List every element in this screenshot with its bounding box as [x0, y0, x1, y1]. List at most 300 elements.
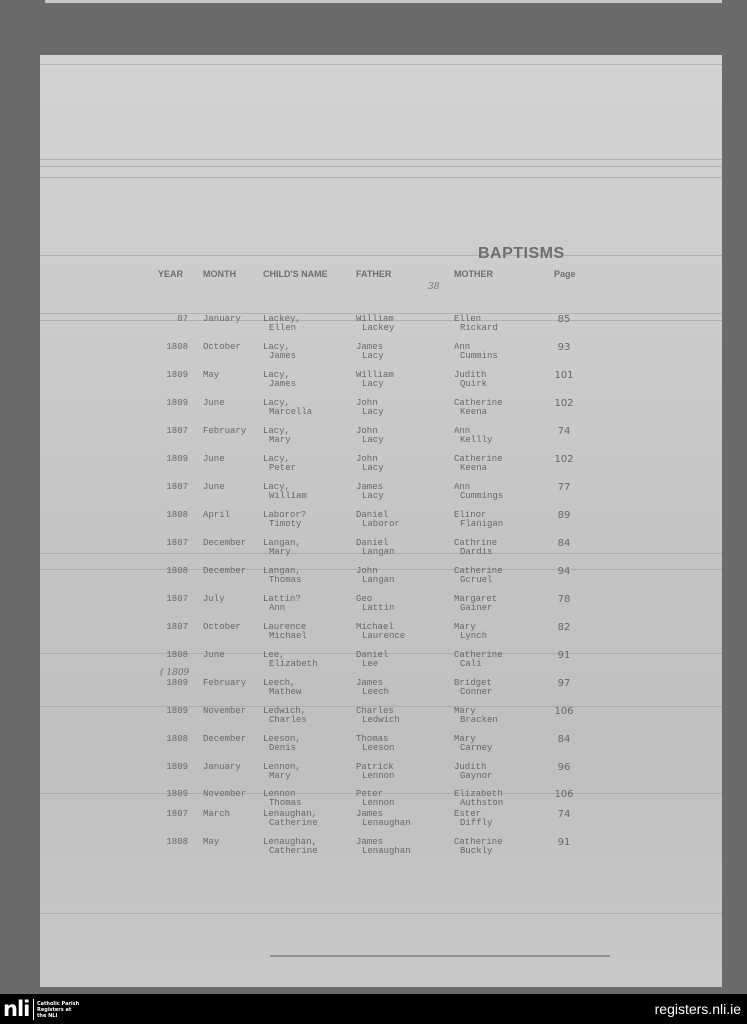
entry-page [552, 595, 576, 604]
entry-child-name-line: Mary [269, 547, 291, 557]
entry-month-line: November [203, 789, 247, 799]
table-row [40, 511, 722, 535]
entry-child-name-line: Mathew [269, 687, 302, 697]
entry-father-line: Thomas [356, 734, 389, 744]
table-row [40, 735, 722, 759]
entry-father-line: Lackey [362, 323, 395, 333]
entry-father-line: Langan [362, 575, 395, 585]
entry-page [552, 679, 576, 688]
entry-mother [454, 810, 492, 828]
entry-mother-line: Mary [454, 706, 476, 716]
entry-month [203, 427, 246, 436]
entry-month-line: February [203, 678, 247, 688]
entry-year [158, 399, 188, 408]
entry-mother [454, 399, 503, 417]
entry-child-name-line: Lenaughan, [263, 837, 318, 847]
entry-child-name-line: William [269, 491, 307, 501]
footer-url-link[interactable]: registers.nli.ie [654, 1001, 741, 1017]
entry-father [356, 455, 384, 473]
entry-mother-line: Diffly [460, 818, 493, 828]
entry-year-line: 1807 [166, 426, 188, 436]
entry-father-line: Leech [362, 687, 390, 697]
entry-year-line: 1807 [166, 482, 188, 492]
entry-page-line: 102 [554, 454, 574, 465]
entry-year-line: 1807 [166, 538, 188, 548]
entry-year [158, 539, 188, 548]
entry-mother [454, 735, 492, 753]
column-child-name: CHILD'S NAME [263, 269, 328, 279]
entry-page-line: 89 [557, 510, 571, 521]
entry-mother [454, 315, 498, 333]
entry-year [158, 427, 188, 436]
entry-child-name [263, 623, 307, 641]
entry-page [552, 567, 576, 576]
entry-mother-line: Ann [454, 426, 471, 436]
entry-child-name-line: Ledwich, [263, 706, 307, 716]
entry-mother-line: Gcruel [460, 575, 493, 585]
entry-month [203, 315, 241, 324]
entry-father [356, 315, 394, 333]
entry-mother-line: Ann [454, 482, 471, 492]
entry-mother-line: Quirk [460, 379, 488, 389]
entry-mother [454, 567, 503, 585]
register-heading: BAPTISMS [478, 245, 565, 262]
entry-year [158, 567, 188, 576]
entry-page [552, 483, 576, 492]
entry-year-line: 1809 [166, 789, 188, 799]
entry-mother-line: Carney [460, 743, 493, 753]
entry-father [356, 399, 384, 417]
entry-mother-line: Kellly [460, 435, 493, 445]
table-row [40, 838, 722, 862]
table-row [40, 810, 722, 834]
entry-page-line: 94 [557, 566, 571, 577]
entry-father [356, 371, 394, 389]
table-row [40, 707, 722, 731]
entry-child-name-line: Laboror? [263, 510, 307, 520]
entry-father-line: Lenaughan [362, 846, 411, 856]
column-mother: MOTHER [454, 269, 493, 279]
entry-mother-line: Elinor [454, 510, 487, 520]
column-month: MONTH [203, 269, 236, 279]
entry-month [203, 790, 246, 799]
entry-year-line: 1809 [166, 370, 188, 380]
entry-page-line: 91 [557, 837, 571, 848]
entry-father-line: John [356, 566, 378, 576]
entry-mother [454, 539, 497, 557]
entry-page-line: 106 [554, 706, 574, 717]
entry-child-name [263, 343, 296, 361]
entry-child-name-line: Leeson, [263, 734, 301, 744]
entry-mother [454, 623, 487, 641]
entry-year [158, 595, 188, 604]
entry-month-line: June [203, 398, 225, 408]
entry-mother [454, 595, 497, 613]
entry-page [552, 315, 576, 324]
entry-year [158, 623, 188, 632]
entry-mother [454, 371, 487, 389]
entry-month-line: November [203, 706, 247, 716]
entry-father [356, 567, 394, 585]
entry-mother [454, 511, 503, 529]
entry-month-line: December [203, 734, 247, 744]
entry-year-line: 1808 [166, 650, 188, 660]
entry-year [158, 790, 188, 799]
entry-father-line: Leeson [362, 743, 395, 753]
entry-child-name-line: Lacy, [263, 370, 291, 380]
entry-month [203, 343, 241, 352]
table-row [40, 567, 722, 591]
entry-child-name-line: Laurence [263, 622, 307, 632]
entry-mother [454, 679, 492, 697]
entry-mother-line: Dardis [460, 547, 493, 557]
entry-year [158, 707, 188, 716]
entry-year-line: 1809 [166, 398, 188, 408]
entry-father-line: James [356, 342, 384, 352]
entry-year [158, 511, 188, 520]
entry-mother-line: Elizabeth [454, 789, 503, 799]
entry-year-line: 1809 [166, 706, 188, 716]
entry-mother-line: Keena [460, 463, 488, 473]
table-row [40, 763, 722, 787]
entry-page-line: 74 [557, 809, 571, 820]
table-row [40, 623, 722, 647]
entry-page-line: 84 [557, 734, 571, 745]
entry-child-name-line: Lackey, [263, 314, 301, 324]
entry-child-name [263, 511, 306, 529]
entry-month-line: January [203, 762, 241, 772]
entry-month [203, 483, 225, 492]
entry-child-name [263, 790, 301, 808]
entry-father-line: Daniel [356, 538, 389, 548]
entry-mother-line: Catherine [454, 398, 503, 408]
entry-child-name [263, 651, 318, 669]
table-row [40, 595, 722, 619]
entry-father-line: James [356, 678, 384, 688]
entry-child-name-line: James [269, 379, 297, 389]
entry-mother-line: Cummings [460, 491, 504, 501]
nli-logo: nli [3, 997, 30, 1021]
entry-child-name [263, 763, 301, 781]
entry-mother-line: Cali [460, 659, 482, 669]
table-row [40, 427, 722, 451]
entry-year-line: 1808 [166, 837, 188, 847]
entry-father [356, 838, 411, 856]
entry-mother-line: Ellen [454, 314, 482, 324]
entry-mother-line: Ester [454, 809, 482, 819]
entry-child-name-line: Langan, [263, 566, 301, 576]
entry-father-line: Peter [356, 789, 384, 799]
entry-father [356, 343, 384, 361]
entry-year [158, 810, 188, 819]
entry-year [158, 315, 188, 324]
entry-page-line: 77 [557, 482, 571, 493]
entry-mother [454, 343, 498, 361]
entry-page-line: 96 [557, 762, 571, 773]
entry-month [203, 399, 225, 408]
entry-father [356, 790, 394, 808]
entry-year [158, 455, 188, 464]
handwritten-page-number: 38 [428, 282, 440, 292]
entry-father [356, 810, 411, 828]
entry-month-line: April [203, 510, 231, 520]
entry-child-name-line: Mary [269, 771, 291, 781]
entry-father-line: James [356, 809, 384, 819]
entry-child-name-line: Timoty [269, 519, 302, 529]
entry-month-line: June [203, 650, 225, 660]
entry-page [552, 707, 576, 716]
entry-month-line: May [203, 837, 220, 847]
entry-child-name [263, 810, 318, 828]
entry-child-name-line: James [269, 351, 297, 361]
entry-father [356, 763, 394, 781]
entry-mother [454, 838, 503, 856]
table-row [40, 651, 722, 675]
entry-page [552, 511, 576, 520]
entry-child-name-line: Lennon, [263, 762, 301, 772]
entry-mother [454, 790, 503, 808]
entry-mother [454, 763, 492, 781]
previous-page-edge [45, 0, 722, 3]
entry-year [158, 838, 188, 847]
entry-child-name [263, 735, 301, 753]
entry-mother-line: Bracken [460, 715, 498, 725]
entry-mother-line: Cathrine [454, 538, 498, 548]
entry-father-line: Lacy [362, 351, 384, 361]
footer-subtitle-line: Catholic Parish [37, 1001, 80, 1007]
entry-child-name-line: Charles [269, 715, 307, 725]
entry-father-line: Laurence [362, 631, 406, 641]
entry-father-line: Lenaughan [362, 818, 411, 828]
footer-subtitle-line: the NLI [37, 1013, 58, 1019]
entry-child-name [263, 371, 296, 389]
entry-father-line: James [356, 482, 384, 492]
entry-child-name [263, 483, 307, 501]
entry-child-name-line: Langan, [263, 538, 301, 548]
entry-year [158, 483, 188, 492]
entry-month [203, 763, 241, 772]
entry-page [552, 735, 576, 744]
entry-father-line: Lattin [362, 603, 395, 613]
entry-father-line: Geo [356, 594, 373, 604]
entry-year-line: 1807 [166, 622, 188, 632]
entry-month-line: October [203, 622, 241, 632]
entry-year-line: 1807 [166, 809, 188, 819]
entry-child-name-line: Lenaughan, [263, 809, 318, 819]
entry-page-line: 84 [557, 538, 571, 549]
entry-year-line: 1809 [166, 678, 188, 688]
entry-month [203, 735, 246, 744]
entry-month [203, 838, 219, 847]
entry-child-name-line: Lee, [263, 650, 285, 660]
entry-year-line: 1809 [166, 762, 188, 772]
entry-child-name-line: Lacy, [263, 454, 291, 464]
entry-year [158, 679, 188, 688]
entry-mother [454, 427, 492, 445]
entry-child-name-line: Lacy, [263, 342, 291, 352]
entry-month [203, 539, 246, 548]
entry-month-line: June [203, 454, 225, 464]
entry-month-line: January [203, 314, 241, 324]
entry-father [356, 595, 394, 613]
entry-father-line: Patrick [356, 762, 394, 772]
entry-father [356, 427, 384, 445]
handwritten-margin-note: ( 1809 [160, 668, 190, 678]
entry-year [158, 343, 188, 352]
bottom-rule [270, 955, 610, 957]
entry-year [158, 735, 188, 744]
entry-child-name [263, 315, 301, 333]
entry-month-line: October [203, 342, 241, 352]
entry-mother-line: Judith [454, 762, 487, 772]
entry-page [552, 623, 576, 632]
table-row [40, 455, 722, 479]
entry-child-name-line: Thomas [269, 798, 302, 808]
entry-father-line: Lee [362, 659, 379, 669]
entry-page-line: 91 [557, 650, 571, 661]
entry-mother-line: Authston [460, 798, 504, 808]
entry-child-name-line: Peter [269, 463, 297, 473]
entry-child-name-line: Michael [269, 631, 307, 641]
entry-page [552, 371, 576, 380]
entry-child-name [263, 838, 318, 856]
entry-month-line: December [203, 566, 247, 576]
entry-page-line: 82 [557, 622, 571, 633]
entry-year [158, 371, 188, 380]
entry-father-line: Charles [356, 706, 394, 716]
entry-page [552, 539, 576, 548]
register-page [40, 55, 722, 987]
entry-child-name-line: Lattin? [263, 594, 301, 604]
entry-month [203, 679, 246, 688]
entry-mother-line: Catherine [454, 837, 503, 847]
entry-father [356, 539, 394, 557]
entry-father-line: Lennon [362, 798, 395, 808]
entry-mother-line: Lynch [460, 631, 488, 641]
entry-child-name-line: Elizabeth [269, 659, 318, 669]
entry-page-line: 101 [554, 370, 574, 381]
entry-mother-line: Judith [454, 370, 487, 380]
entry-child-name-line: Lacy, [263, 482, 291, 492]
entry-father-line: Langan [362, 547, 395, 557]
entry-father [356, 651, 388, 669]
entry-mother-line: Ann [454, 342, 471, 352]
entry-month [203, 455, 225, 464]
entry-father [356, 483, 384, 501]
entry-child-name [263, 427, 291, 445]
entry-child-name-line: Lennon [263, 789, 296, 799]
entry-page-line: 93 [557, 342, 571, 353]
footer-subtitle [37, 1001, 79, 1019]
entry-father [356, 623, 405, 641]
entry-child-name [263, 707, 307, 725]
entry-mother-line: Rickard [460, 323, 498, 333]
entry-mother-line: Keena [460, 407, 488, 417]
column-father: FATHER [356, 269, 392, 279]
entry-child-name-line: Catherine [269, 846, 318, 856]
entry-page [552, 455, 576, 464]
entry-father [356, 735, 394, 753]
entry-child-name-line: Lacy, [263, 426, 291, 436]
entry-page [552, 810, 576, 819]
footer-subtitle-line: Registers at [37, 1007, 72, 1013]
entry-child-name [263, 567, 301, 585]
entry-mother [454, 651, 503, 669]
entry-year-line: 1809 [166, 454, 188, 464]
entry-page [552, 763, 576, 772]
entry-month-line: December [203, 538, 247, 548]
entry-year-line: 1808 [166, 510, 188, 520]
entry-father-line: Daniel [356, 510, 389, 520]
entry-mother-line: Catherine [454, 650, 503, 660]
entry-page-line: 78 [557, 594, 571, 605]
entry-mother [454, 707, 498, 725]
entry-page-line: 102 [554, 398, 574, 409]
entry-child-name-line: Ann [269, 603, 286, 613]
entry-page [552, 651, 576, 660]
entry-year-line: 1808 [166, 342, 188, 352]
entry-page [552, 427, 576, 436]
entry-father-line: William [356, 370, 394, 380]
table-row [40, 399, 722, 423]
entry-father-line: Ledwich [362, 715, 400, 725]
entry-father [356, 679, 389, 697]
table-row [40, 539, 722, 563]
entry-father-line: William [356, 314, 394, 324]
entry-father-line: Lacy [362, 379, 384, 389]
entry-child-name-line: Mary [269, 435, 291, 445]
entry-father-line: James [356, 837, 384, 847]
entry-child-name-line: Lacy, [263, 398, 291, 408]
entry-mother-line: Mary [454, 622, 476, 632]
entry-month-line: February [203, 426, 247, 436]
entry-page-line: 97 [557, 678, 571, 689]
entry-page [552, 790, 576, 799]
entry-mother [454, 455, 503, 473]
entry-child-name-line: Leech, [263, 678, 296, 688]
entry-mother-line: Flanigan [460, 519, 504, 529]
entry-mother-line: Gainer [460, 603, 493, 613]
entry-child-name-line: Catherine [269, 818, 318, 828]
entry-father-line: John [356, 426, 378, 436]
entry-father-line: Lacy [362, 463, 384, 473]
entry-month-line: May [203, 370, 220, 380]
entry-month [203, 651, 225, 660]
entry-father-line: Lennon [362, 771, 395, 781]
entry-year-line: 1807 [166, 594, 188, 604]
entry-page [552, 838, 576, 847]
entry-mother-line: Conner [460, 687, 493, 697]
entry-page-line: 74 [557, 426, 571, 437]
entry-child-name-line: Denis [269, 743, 297, 753]
entry-month-line: March [203, 809, 231, 819]
entry-father-line: Daniel [356, 650, 389, 660]
entry-mother [454, 483, 503, 501]
entry-month [203, 707, 246, 716]
entry-mother-line: Cummins [460, 351, 498, 361]
entry-father-line: John [356, 454, 378, 464]
column-page: Page [554, 269, 576, 279]
entry-father-line: Laboror [362, 519, 400, 529]
entry-father [356, 511, 400, 529]
table-row [40, 315, 722, 339]
entry-child-name [263, 595, 301, 613]
entry-father-line: Lacy [362, 491, 384, 501]
entry-father-line: Michael [356, 622, 394, 632]
table-row [40, 483, 722, 507]
entry-month [203, 371, 219, 380]
entry-child-name [263, 539, 301, 557]
